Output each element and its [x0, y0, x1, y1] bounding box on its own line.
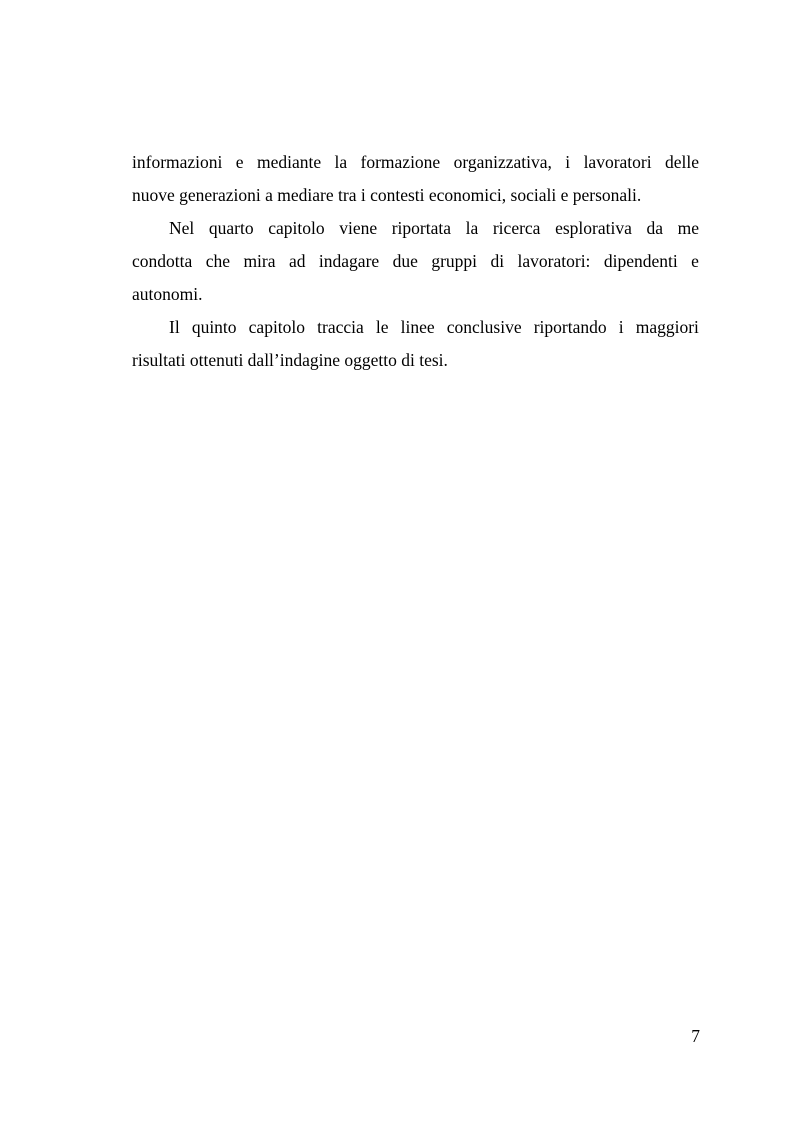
body-text [132, 146, 699, 377]
word: traccia [317, 317, 364, 337]
word: che [205, 251, 230, 271]
word: i [565, 152, 571, 172]
word: delle [664, 152, 699, 172]
word: ricerca [492, 218, 541, 238]
word: esplorativa [555, 218, 632, 238]
word: conclusive [446, 317, 522, 337]
word: Nel [169, 218, 195, 238]
word: informazioni [132, 152, 223, 172]
word: la [465, 218, 479, 238]
word: gruppi [431, 251, 478, 271]
text-line [132, 212, 699, 245]
word: quarto [208, 218, 254, 238]
word: lavoratori: [517, 251, 591, 271]
word: di [490, 251, 505, 271]
word: organizzativa, [453, 152, 552, 172]
word: formazione [360, 152, 441, 172]
word: ad [288, 251, 306, 271]
word: e [691, 251, 699, 271]
word: maggiori [635, 317, 699, 337]
word: viene [339, 218, 378, 238]
word: linee [400, 317, 435, 337]
word: condotta [132, 251, 193, 271]
text-line: nuove generazioni a mediare tra i contesti economici, sociali e personali. [132, 185, 642, 205]
word: lavoratori [583, 152, 652, 172]
word: mira [243, 251, 276, 271]
page-number: 7 [691, 1026, 700, 1046]
word: da [646, 218, 663, 238]
text-line [132, 146, 699, 179]
text-line [132, 311, 699, 344]
word: la [334, 152, 348, 172]
word: quinto [191, 317, 237, 337]
word: riportando [533, 317, 607, 337]
word: riportata [391, 218, 451, 238]
word: indagare [318, 251, 380, 271]
word: capitolo [268, 218, 325, 238]
text-line: autonomi. [132, 284, 203, 304]
text-line: risultati ottenuti dall’indagine oggetto di tesi. [132, 350, 448, 370]
word: le [375, 317, 389, 337]
word: me [677, 218, 699, 238]
word: dipendenti [603, 251, 678, 271]
word: due [392, 251, 418, 271]
word: capitolo [248, 317, 306, 337]
word: Il [169, 317, 180, 337]
text-line [132, 245, 699, 278]
word: e [235, 152, 244, 172]
word: mediante [256, 152, 322, 172]
word: i [618, 317, 624, 337]
